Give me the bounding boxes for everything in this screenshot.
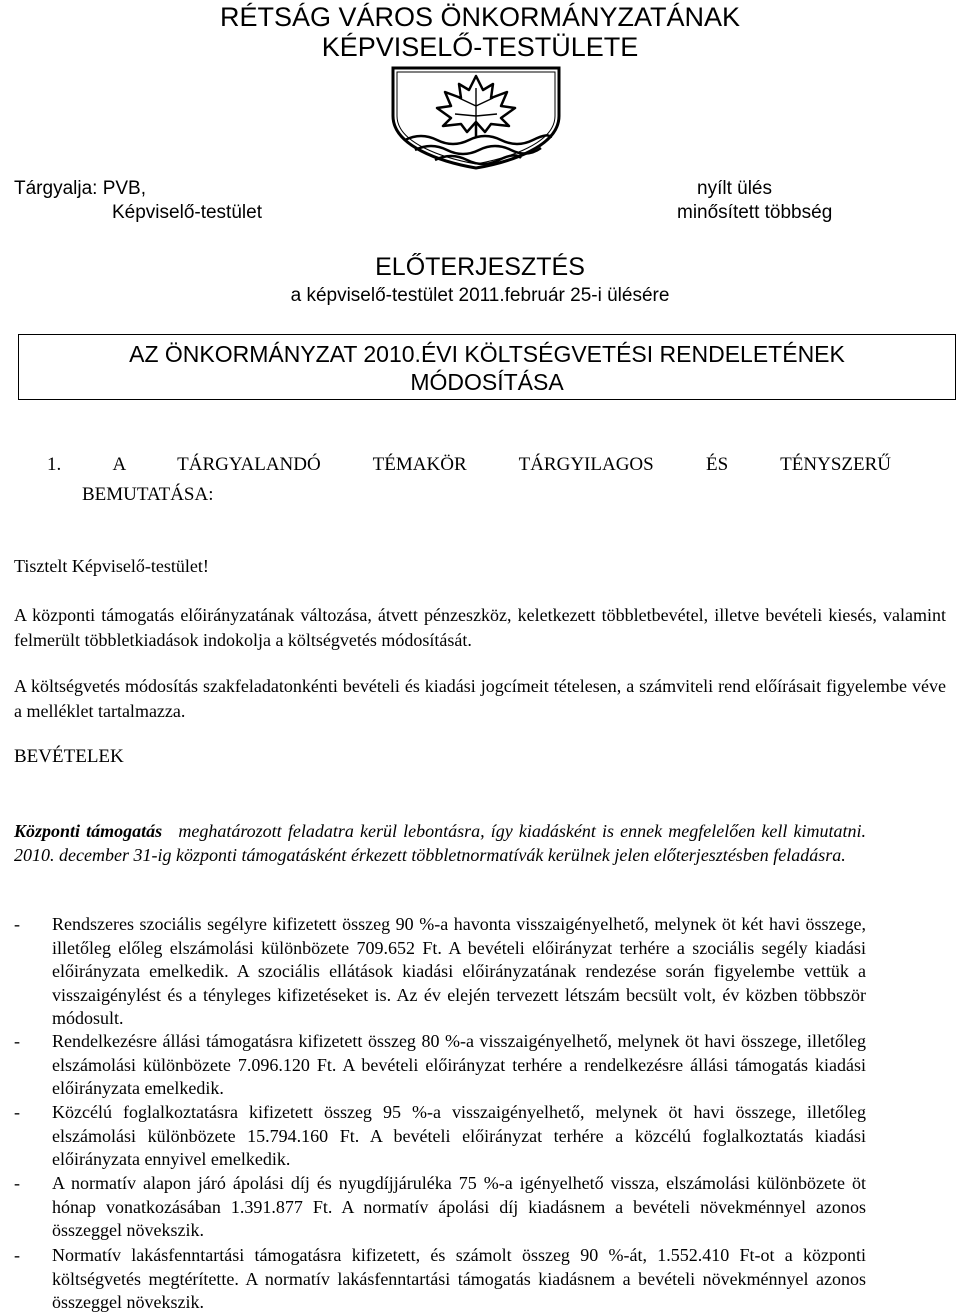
list-item-text: Normatív lakásfenntartási támogatásra kifizetett, és számolt összeg 90 %-át, 1.552.410 Ft-ot a központi költségvetés megtérítette. A normatív lakásfenntartási támogatás kiadásnem a bevételi növekménnyel azonos összeggel növekszik.	[52, 1245, 866, 1312]
paragraph-intro: A központi támogatás előirányzatának változása, átvett pénzeszköz, keletkezett többletbevétel, illetve bevételi kiesés, valamint felmerült többletkiadások indokolja a költségvetés módosítását.	[14, 605, 946, 650]
salutation: Tisztelt Képviselő-testület!	[14, 556, 209, 576]
list-item-text: Rendelkezésre állási támogatásra kifizetett összeg 80 %-a visszaigényelhető, melynek öt havi összege, illetőleg elszámolási különbözete 7.096.120 Ft. A bevételi előirányzat terhére a rendelkezésre állási támogatás kiadási előirányzata emelkedik.	[52, 1031, 866, 1098]
majority-type: minősített többség	[677, 202, 833, 223]
list-bullet: -	[14, 914, 20, 934]
central-support-text: meghatározott feladatra kerül lebontásra, így kiadásként is ennek megfelelően kell kimutatni. 2010. december 31-ig központi támogatásként érkezett többletnormatívák kerülnek jelen előterjesztésben feladásra.	[14, 821, 867, 865]
list-bullet: -	[14, 1102, 20, 1122]
session-type: nyílt ülés	[697, 178, 772, 199]
subject-label: Tárgyalja: PVB,	[14, 178, 146, 199]
council-body: KÉPVISELŐ-TESTÜLETE	[321, 32, 639, 62]
list-item	[14, 1172, 866, 1243]
list-item	[14, 1244, 866, 1315]
list-item-text: Közcélú foglalkoztatásra kifizetett összeg 95 %-a visszaigényelhető, melynek öt havi összege, illetőleg elszámolási különbözete 15.794.160 Ft. A bevételi előirányzat terhére a közcélú foglalkoztatás kiadási előirányzata ennyivel emelkedik.	[52, 1102, 866, 1169]
list-item-text: A normatív alapon járó ápolási díj és nyugdíjjáruléka 75 %-a igényelhető vissza, elszámolási különbözete öt hónap vonatkozásában 1.391.877 Ft. A normatív ápolási díj kiadásnem a bevételi növekménnyel azonos összeggel növekszik.	[52, 1173, 866, 1240]
title-line-2: MÓDOSÍTÁSA	[410, 369, 564, 395]
list-bullet: -	[14, 1031, 20, 1051]
proposal-heading: ELŐTERJESZTÉS	[375, 253, 585, 281]
central-support-lead: Központi támogatás	[14, 821, 163, 841]
subject-body: Képviselő-testület	[112, 202, 262, 223]
list-item	[14, 1030, 866, 1101]
section-heading-line-1: 1. A TÁRGYALANDÓ TÉMAKÖR TÁRGYILAGOS ÉS TÉNYSZERŰ	[47, 454, 891, 475]
title-line-1: AZ ÖNKORMÁNYZAT 2010.ÉVI KÖLTSÉGVETÉSI RENDELETÉNEK	[129, 341, 845, 367]
central-support-paragraph	[14, 819, 866, 867]
list-bullet: -	[14, 1245, 20, 1265]
proposal-subheading: a képviselő-testület 2011.február 25-i ülésére	[290, 285, 670, 306]
list-item	[14, 913, 866, 1031]
title-box	[18, 334, 956, 400]
list-item	[14, 1101, 866, 1172]
list-item-text: Rendszeres szociális segélyre kifizetett összeg 90 %-a havonta visszaigényelhető, melynek öt két havi összege, illetőleg előleg elszámolási különbözete 709.652 Ft. A bevételi előirányzat terhére a szociális segély kiadási előirányzata emelkedik. A szociális ellátások kiadási előirányzatának rendezése során figyelembe vettük a visszaigénylést és a tényleges kifizetéseket is. Az év elején tervezett létszám becsült volt, év közben többször módosult.	[52, 914, 866, 1028]
list-bullet: -	[14, 1173, 20, 1193]
coat-of-arms-icon	[381, 66, 571, 170]
revenues-heading: BEVÉTELEK	[14, 746, 124, 767]
section-heading-line-2: BEMUTATÁSA:	[82, 484, 214, 505]
paragraph-details: A költségvetés módosítás szakfeladatonkénti bevételi és kiadási jogcímeit tételesen, a számviteli rend előírásait figyelembe véve a melléklet tartalmazza.	[14, 676, 946, 721]
council-name: RÉTSÁG VÁROS ÖNKORMÁNYZATÁNAK	[219, 2, 741, 32]
